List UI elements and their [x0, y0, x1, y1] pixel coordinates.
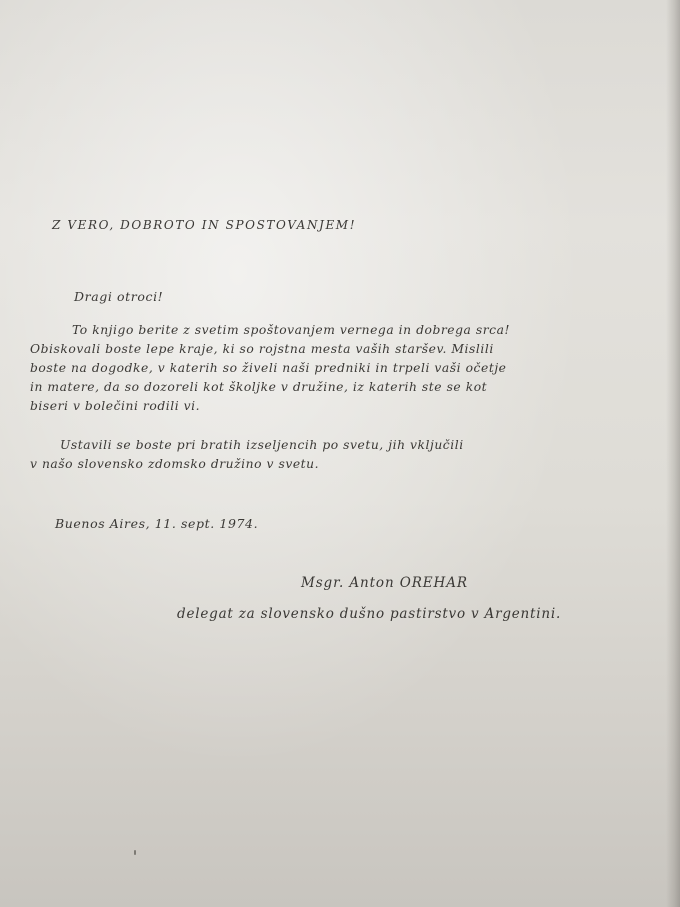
paragraph-1-line: Obiskovali boste lepe kraje, ki so rojstna mesta vaših staršev. Mislili [30, 342, 494, 356]
place-date: Buenos Aires, 11. sept. 1974. [55, 516, 259, 531]
dedication-heading: Z VERO, DOBROTO IN SPOSTOVANJEM! [52, 218, 357, 232]
paragraph-1-line: boste na dogodke, v katerih so živeli naši predniki in trpeli vaši očetje [30, 361, 507, 375]
paragraph-2-line: v našo slovensko zdomsko družino v svetu. [30, 457, 320, 471]
paper-speck [134, 850, 136, 855]
paragraph-1-line: biseri v bolečini rodili vi. [30, 399, 201, 413]
paragraph-1-line: in matere, da so dozoreli kot školjke v družine, iz katerih ste se kot [30, 380, 488, 394]
signature-name: Msgr. Anton OREHAR [301, 575, 468, 591]
paragraph-1-line: To knjigo berite z svetim spoštovanjem vernega in dobrega srca! [72, 323, 510, 337]
signature-title: delegat za slovensko dušno pastirstvo v Argentini. [177, 606, 562, 622]
paragraph-2 [30, 436, 464, 474]
paragraph-2-line: Ustavili se boste pri bratih izseljencih po svetu, jih vključili [60, 438, 464, 452]
page-edge-shadow [666, 0, 680, 907]
salutation: Dragi otroci! [74, 289, 164, 304]
paragraph-1 [30, 321, 510, 416]
